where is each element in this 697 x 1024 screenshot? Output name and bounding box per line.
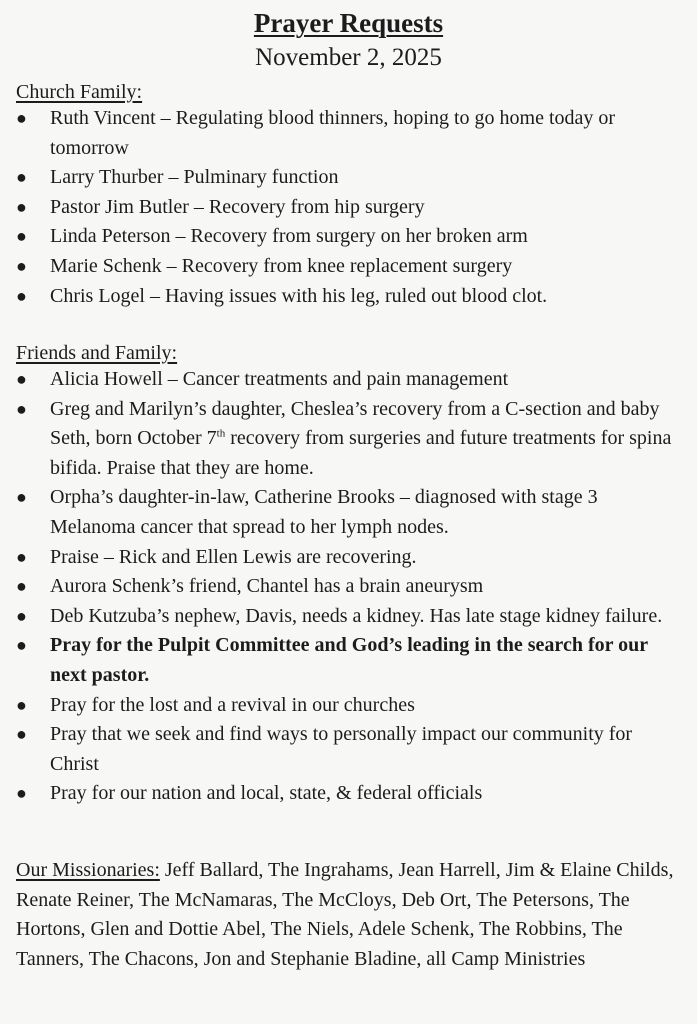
list-item	[0, 720, 697, 779]
item-text: Deb Kutzuba’s nephew, Davis, needs a kidney. Has late stage kidney failure.	[50, 604, 663, 627]
item-text: Pastor Jim Butler – Recovery from hip surgery	[50, 195, 425, 218]
list-item	[0, 395, 697, 484]
bullet-icon: ●	[16, 108, 27, 128]
list-item	[0, 365, 697, 395]
list-item	[0, 222, 697, 252]
item-text-cont: recovery from surgeries and future treatments for spina bifida. Praise that they are home.	[50, 427, 672, 479]
item-text: Greg and Marilyn’s daughter, Cheslea’s recovery from a C-section and baby Seth, born October 7	[50, 397, 660, 450]
item-text: Orpha’s daughter-in-law, Catherine Brooks – diagnosed with stage 3 Melanoma cancer that spread to her lymph nodes.	[50, 486, 598, 538]
item-text: Chris Logel – Having issues with his leg, ruled out blood clot.	[50, 284, 548, 307]
list-item	[0, 691, 697, 721]
missionaries-paragraph	[16, 856, 686, 974]
item-text: Alicia Howell – Cancer treatments and pain management	[50, 368, 509, 390]
bullet-icon: ●	[16, 196, 27, 217]
list-item	[0, 252, 697, 282]
bullet-icon: ●	[16, 783, 27, 804]
bullet-icon: ●	[16, 694, 27, 715]
list-item	[0, 779, 697, 809]
bullet-icon: ●	[16, 724, 27, 745]
item-text: Linda Peterson – Recovery from surgery on her broken arm	[50, 225, 528, 248]
bullet-icon: ●	[16, 635, 27, 656]
item-text: Ruth Vincent – Regulating blood thinners, hoping to go home today or tomorrow	[50, 107, 616, 159]
item-text: Pray for our nation and local, state, & federal officials	[50, 782, 483, 805]
item-text: Pray for the lost and a revival in our churches	[50, 693, 415, 716]
bullet-icon: ●	[16, 167, 27, 188]
item-text: Pray for the Pulpit Committee and God’s leading in the search for our next pastor.	[50, 634, 648, 686]
church-family-list	[0, 104, 697, 311]
bullet-icon: ●	[16, 487, 27, 508]
missionaries-names: Jeff Ballard, The Ingrahams, Jean Harrell, Jim & Elaine Childs, Renate Reiner, The McNamaras, The McCloys, Deb Ort, The Petersons, The Hortons, Glen and Dottie Abel, The Niels, Adele Schenk, The Robbins, The Tanners, The Chacons, Jon and Stephanie Bladine, all Camp Ministries	[16, 859, 674, 970]
list-item	[0, 543, 697, 573]
bullet-icon: ●	[16, 369, 27, 389]
list-item	[0, 483, 697, 542]
list-item	[0, 572, 697, 602]
list-item	[0, 163, 697, 193]
page-title	[0, 6, 697, 40]
item-text: Pray that we seek and find ways to personally impact our community for Christ	[50, 723, 633, 775]
friends-family-list	[0, 365, 697, 809]
bullet-icon: ●	[16, 576, 27, 597]
list-item-pulpit-committee	[0, 631, 697, 690]
bullet-icon: ●	[16, 285, 27, 306]
list-item	[0, 104, 697, 163]
section-heading-friends-family: Friends and Family:	[16, 342, 178, 364]
title-text: Prayer Requests	[253, 8, 444, 38]
ordinal-suffix: th	[216, 427, 226, 440]
bullet-icon: ●	[16, 398, 27, 419]
list-item	[0, 602, 697, 632]
list-item	[0, 282, 697, 312]
bullet-icon: ●	[16, 255, 27, 276]
missionaries-label: Our Missionaries:	[16, 859, 160, 881]
item-text: Larry Thurber – Pulminary function	[50, 166, 339, 189]
item-text: Praise – Rick and Ellen Lewis are recovering.	[50, 545, 417, 568]
list-item	[0, 193, 697, 223]
bullet-icon: ●	[16, 226, 27, 247]
item-text: Aurora Schenk’s friend, Chantel has a brain aneurysm	[50, 575, 484, 598]
page-date: November 2, 2025	[255, 44, 442, 71]
bullet-icon: ●	[16, 546, 27, 567]
item-text: Marie Schenk – Recovery from knee replacement surgery	[50, 254, 513, 277]
bullet-icon: ●	[16, 605, 27, 626]
section-heading-church-family: Church Family:	[16, 81, 143, 103]
